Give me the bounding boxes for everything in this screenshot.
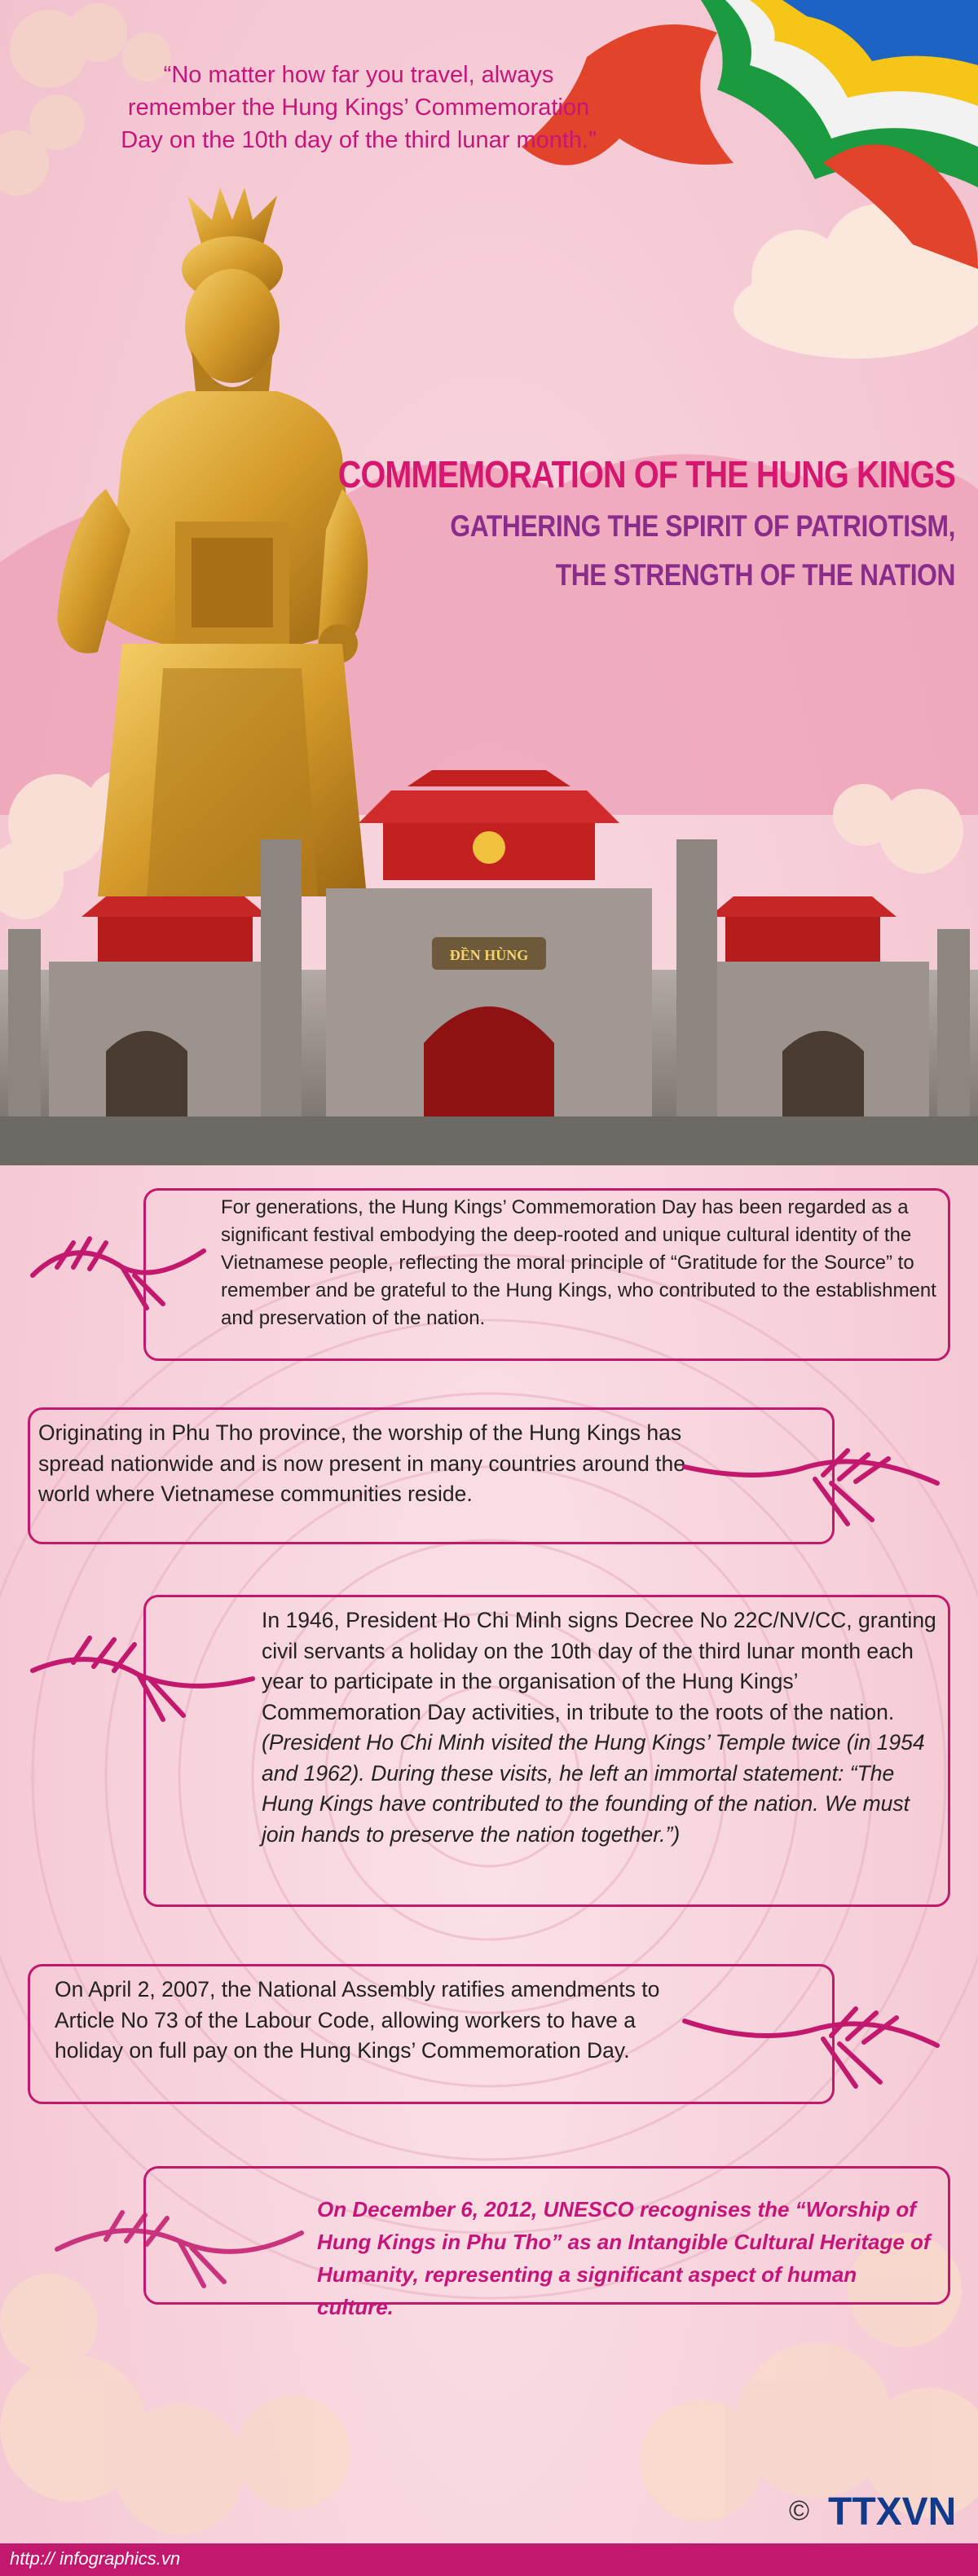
panel-text-decree-1946 [262, 1605, 946, 1850]
lac-bird-icon [676, 1434, 945, 1548]
panel-text-labour-code-2007: On April 2, 2007, the National Assembly ratifies amendments to Article No 73 of the Labour Code, allowing workers to have a holiday on full pay on the Hung Kings’ Commemoration Day. [55, 1977, 660, 2063]
panel-text-gratitude: For generations, the Hung Kings’ Commemoration Day has been regarded as a significant festival embodying the deep-rooted and unique cultural identity of the Vietnamese people, reflecting the moral principle of “Gratitude for the Source” to remember and be grateful to the Hung Kings, who contributed to the establishment and preservation of the nation. [221, 1196, 936, 1329]
temple-sign-text: ĐỀN HÙNG [449, 947, 529, 963]
ttxvn-logo [825, 2487, 965, 2533]
subtitle-line-1: GATHERING THE SPIRIT OF PATRIOTISM, [450, 509, 955, 543]
subtitle-line-2: THE STRENGTH OF THE NATION [555, 558, 955, 592]
lac-bird-icon [49, 2192, 310, 2298]
panel-text-worship-spread: Originating in Phu Tho province, the worship of the Hung Kings has spread nationwide and is now present in many countries around the world where Vietnamese communities reside. [38, 1420, 686, 1506]
decree-statement: In 1946, President Ho Chi Minh signs Decree No 22C/NV/CC, granting civil servants a holiday on the 10th day of the third lunar month each year to participate in the organisation of the Hung Kings’ Commemoration Day activities, in tribute to the roots of the nation. [262, 1608, 936, 1724]
lac-bird-icon [24, 1630, 261, 1736]
title-block [140, 452, 955, 592]
lac-bird-icon [676, 1988, 945, 2111]
hung-kings-quote: “No matter how far you travel, always remember the Hung Kings’ Commemoration Day on the 10th day of the third lunar month.” [121, 62, 597, 153]
lac-bird-icon [24, 1218, 220, 1324]
panel-text-unesco-2012: On December 6, 2012, UNESCO recognises the “Worship of Hung Kings in Phu Tho” as an Intangible Cultural Heritage of Humanity, representing a significant aspect of human culture. [317, 2197, 931, 2319]
ho-chi-minh-visit-note: (President Ho Chi Minh visited the Hung Kings’ Temple twice (in 1954 and 1962). During these visits, he left an immortal statement: “The Hung Kings have contributed to the founding of the nation. We must join hands to preserve the nation together.”) [262, 1730, 925, 1847]
ttxvn-logo-text: TTXVN [828, 2490, 957, 2533]
copyright-symbol: © [789, 2495, 810, 2526]
info-panel-gratitude [143, 1188, 950, 1361]
main-title: COMMEMORATION OF THE HUNG KINGS [337, 453, 955, 495]
footer-url-link[interactable]: http:// infographics.vn [10, 2548, 181, 2569]
info-panel-decree-1946 [143, 1595, 950, 1907]
